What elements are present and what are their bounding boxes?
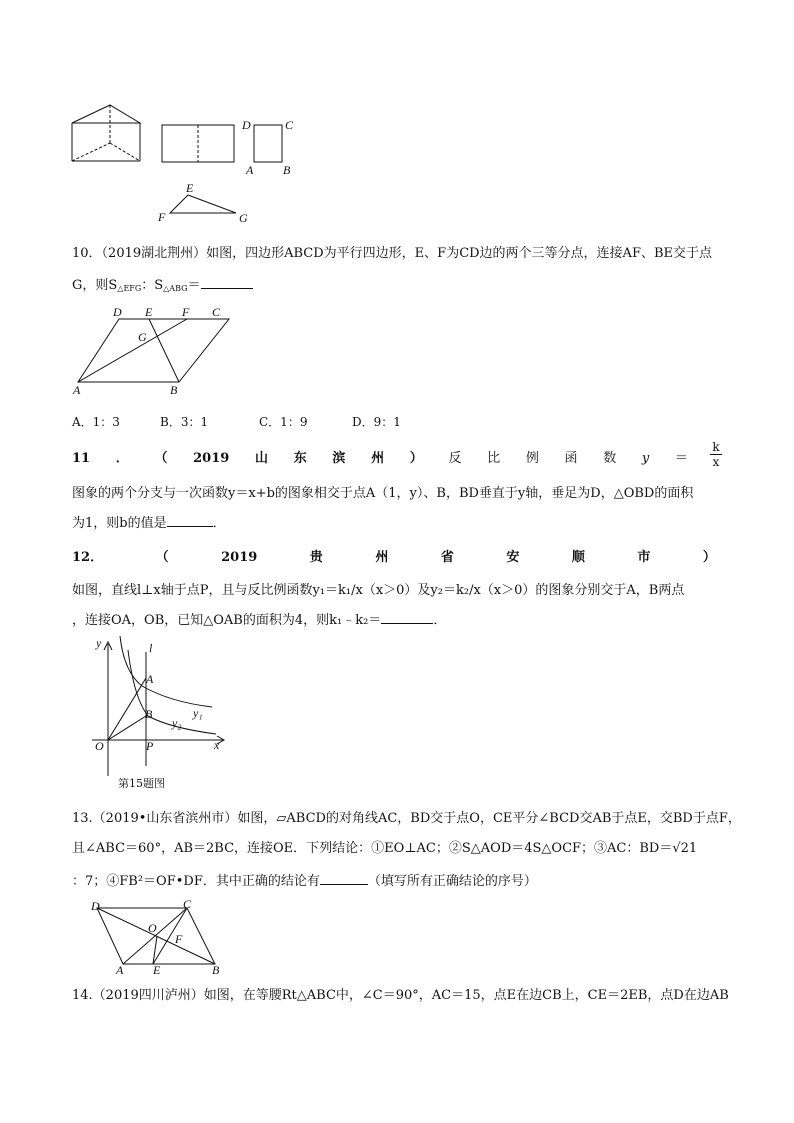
q11-line3: 为1，则b的值是 ． — [72, 516, 226, 531]
q10-line2: G，则$S_{\triangle EFG}$：$S_{\triangle ABG}=$ — [72, 276, 253, 298]
inverse-function-graph-figure — [90, 638, 250, 788]
label-c: C — [285, 118, 294, 132]
triangle-efg-figure — [168, 193, 248, 223]
q10-option-b[interactable]: B．3：1 — [160, 415, 209, 429]
q13-label-d: D — [91, 899, 100, 913]
q14-line1: 14.（2019四川泸州）如图，在等腰Rt△ABC中，∠C＝90°，AC＝15，点E在边CB上，CE＝2EB，点D在边AB — [72, 988, 729, 1003]
q13-label-e: E — [153, 963, 161, 977]
label-e: E — [186, 181, 194, 195]
q12-answer-blank[interactable] — [381, 611, 433, 624]
q12-label-a: A — [146, 672, 154, 686]
q12-label-l: l — [149, 641, 153, 655]
q10-answer-blank[interactable] — [201, 276, 253, 289]
q10-label-g: G — [138, 330, 147, 344]
q11-fraction: $\frac{k}{x}$ — [710, 440, 722, 469]
q10-label-c: C — [212, 305, 221, 319]
q12-label-p: P — [146, 739, 154, 753]
q12-label-x: x — [214, 738, 220, 752]
q12-label-b: B — [145, 707, 153, 721]
prism-3d-figure — [70, 103, 150, 163]
q13-label-b: B — [212, 963, 220, 977]
q10-label-a: A — [73, 383, 81, 397]
parallelogram-abcd-diagonals-figure — [95, 902, 235, 972]
parallelogram-abcd-figure — [77, 318, 237, 388]
label-g: G — [239, 211, 248, 225]
q11-line1: 11 ． （ 2019 山 东 滨 州 ） 反 比 例 函 数 y ＝ — [72, 451, 688, 466]
q12-label-y1: y₁ — [193, 706, 203, 720]
q10-label-d: D — [113, 305, 122, 319]
q13-label-c: C — [183, 897, 192, 911]
q10-label-b: B — [170, 383, 178, 397]
q13-label-a: A — [116, 963, 124, 977]
q12-label-y2: y₂ — [172, 716, 182, 730]
q13-label-f: F — [175, 932, 183, 946]
q11-line2: 图象的两个分支与一次函数y＝x+b的图象相交于点A（1，y）、B，BD垂直于y轴，垂足为D，△OBD的面积 — [72, 486, 694, 501]
q10-label-e: E — [145, 305, 153, 319]
front-view-figure — [161, 124, 241, 164]
q13-label-o: O — [148, 921, 157, 935]
q10-option-c[interactable]: C．1：9 — [259, 415, 308, 429]
q13-line2: 且∠ABC＝60°，AB＝2BC，连接OE．下列结论：①EO⊥AC；②S△AOD＝4S△OCF；③AC：BD＝√21 — [72, 841, 698, 856]
q12-figure-caption: 第15题图 — [118, 777, 165, 790]
q13-line1: 13.（2019•山东省滨州市）如图，▱ABCD的对角线AC，BD交于点O，CE平分∠BCD交AB于点E，交BD于点F， — [72, 811, 741, 826]
q12-line3: ，连接OA，OB，已知△OAB的面积为4，则k₁﹣k₂＝ ． — [72, 613, 447, 628]
label-b: B — [283, 163, 291, 177]
q10-option-a[interactable]: A．1：3 — [72, 415, 120, 429]
q12-line1: 12． （ 2019 贵 州 省 安 顺 市 ） — [72, 550, 716, 565]
label-f: F — [158, 210, 166, 224]
q10-line1: 10．（2019湖北荆州）如图，四边形ABCD为平行四边形，E、F为CD边的两个三等分点，连接AF、BE交于点 — [72, 246, 713, 261]
q10-label-f: F — [182, 305, 190, 319]
label-d: D — [242, 118, 251, 132]
q13-answer-blank[interactable] — [320, 872, 368, 885]
q13-line3: ：7；④FB²＝OF•DF．其中正确的结论有 （填写所有正确结论的序号） — [72, 874, 537, 889]
q10-option-d[interactable]: D．9：1 — [352, 415, 401, 429]
q12-label-y: y — [96, 636, 102, 650]
q12-line2: 如图，直线l⊥x轴于点P，且与反比例函数y₁＝k₁/x（x＞0）及y₂＝k₂/x（x＞0）的图象分别交于A，B两点 — [72, 583, 685, 598]
q11-answer-blank[interactable] — [167, 514, 213, 527]
label-a: A — [246, 163, 254, 177]
q12-label-o: O — [95, 739, 104, 753]
